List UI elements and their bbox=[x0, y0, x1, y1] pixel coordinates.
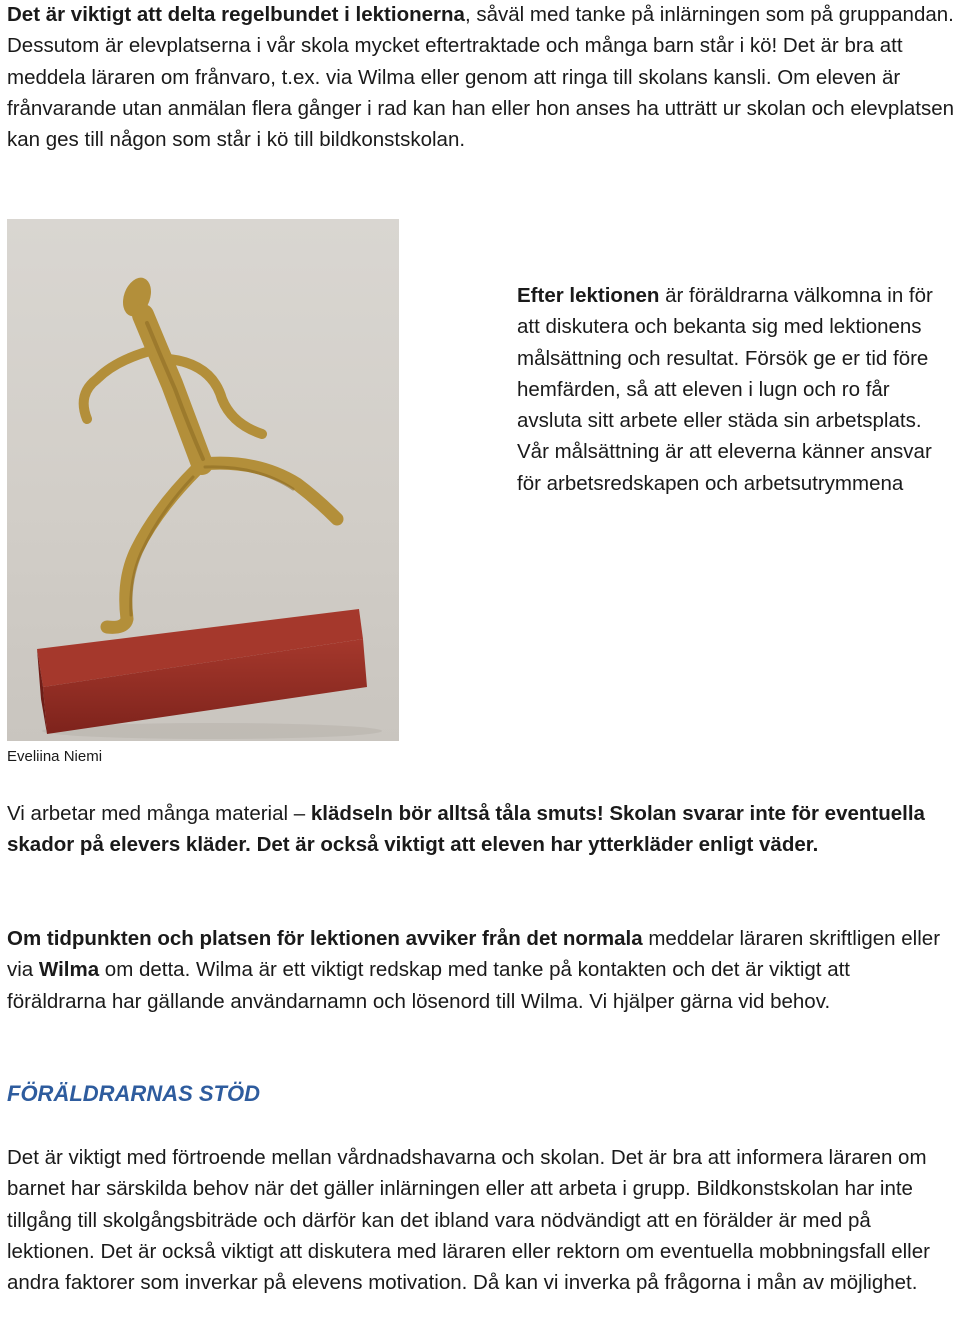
after-lesson-paragraph bbox=[517, 280, 957, 499]
running-figure-sculpture-image bbox=[7, 219, 399, 741]
schedule-wilma: Wilma bbox=[38, 958, 100, 982]
support-paragraph: Det är viktigt med förtroende mellan vårdnadshavarna och skolan. Det är bra att informera läraren om barnet har särskilda behov när det gäller inlärningen eller att arbeta i grupp. Bildkonstskolan har inte tillgång till skolgångsbiträde och därför kan det ibland vara nödvändigt att en förälder är med på lektionen. Det är också viktigt att diskutera med läraren eller rektorn om eventuella mobbningsfall eller andra faktorer som inverkar på elevens motivation. Då kan vi inverka på frågorna i mån av möjlighet. bbox=[7, 1146, 930, 1295]
schedule-text: om detta. Wilma är ett viktigt redskap med tanke på kontakten och det är viktigt att föräldrarna har gällande användarnamn och lösenord till Wilma. Vi hjälper gärna vid behov. bbox=[7, 958, 850, 1013]
materials-lead: Vi arbetar med många material – bbox=[7, 802, 311, 825]
intro-text: , såväl med tanke på inlärningen som på gruppandan. Dessutom är elevplatserna i vår skola mycket eftertraktade och många barn står i kö! Det är bra att meddela läraren om frånvaro, t.ex. via Wilma eller genom att ringa till skolans kansli. Om eleven är frånvarande utan anmälan flera gånger i rad kan han eller hon anses ha utträtt ur skolan och elevplatsen kan ges till någon som står i kö till bildkonstskolan. bbox=[7, 3, 955, 152]
schedule-paragraph bbox=[7, 923, 952, 1017]
section-heading-parent-support: FÖRÄLDRARNAS STÖD bbox=[7, 1081, 260, 1106]
schedule-bold-lead: Om tidpunkten och platsen för lektionen avviker från det normala bbox=[7, 927, 643, 950]
after-lesson-bold-lead: Efter lektionen bbox=[517, 284, 660, 307]
intro-bold-lead: Det är viktigt att delta regelbundet i lektionerna bbox=[7, 3, 465, 26]
sculpture-photo bbox=[7, 219, 399, 741]
photo-caption: Eveliina Niemi bbox=[7, 748, 103, 765]
intro-paragraph bbox=[7, 0, 957, 155]
materials-bold: klädseln bör alltså tåla smuts! Skolan svarar inte för eventuella skador på elevers kläder. Det är också viktigt att eleven har ytterkläder enligt väder. bbox=[7, 802, 925, 857]
schedule-mid: meddelar läraren skriftligen eller via bbox=[7, 927, 941, 982]
materials-paragraph bbox=[7, 798, 952, 861]
after-lesson-text: är föräldrarna välkomna in för att diskutera och bekanta sig med lektionens målsättning och resultat. Försök ge er tid före hemfärden, så att eleven i lugn och ro får avsluta sitt arbete eller städa sin arbetsplats. Vår målsättning är att eleverna känner ansvar för arbetsredskapen och arbetsutrymmena bbox=[517, 284, 933, 495]
